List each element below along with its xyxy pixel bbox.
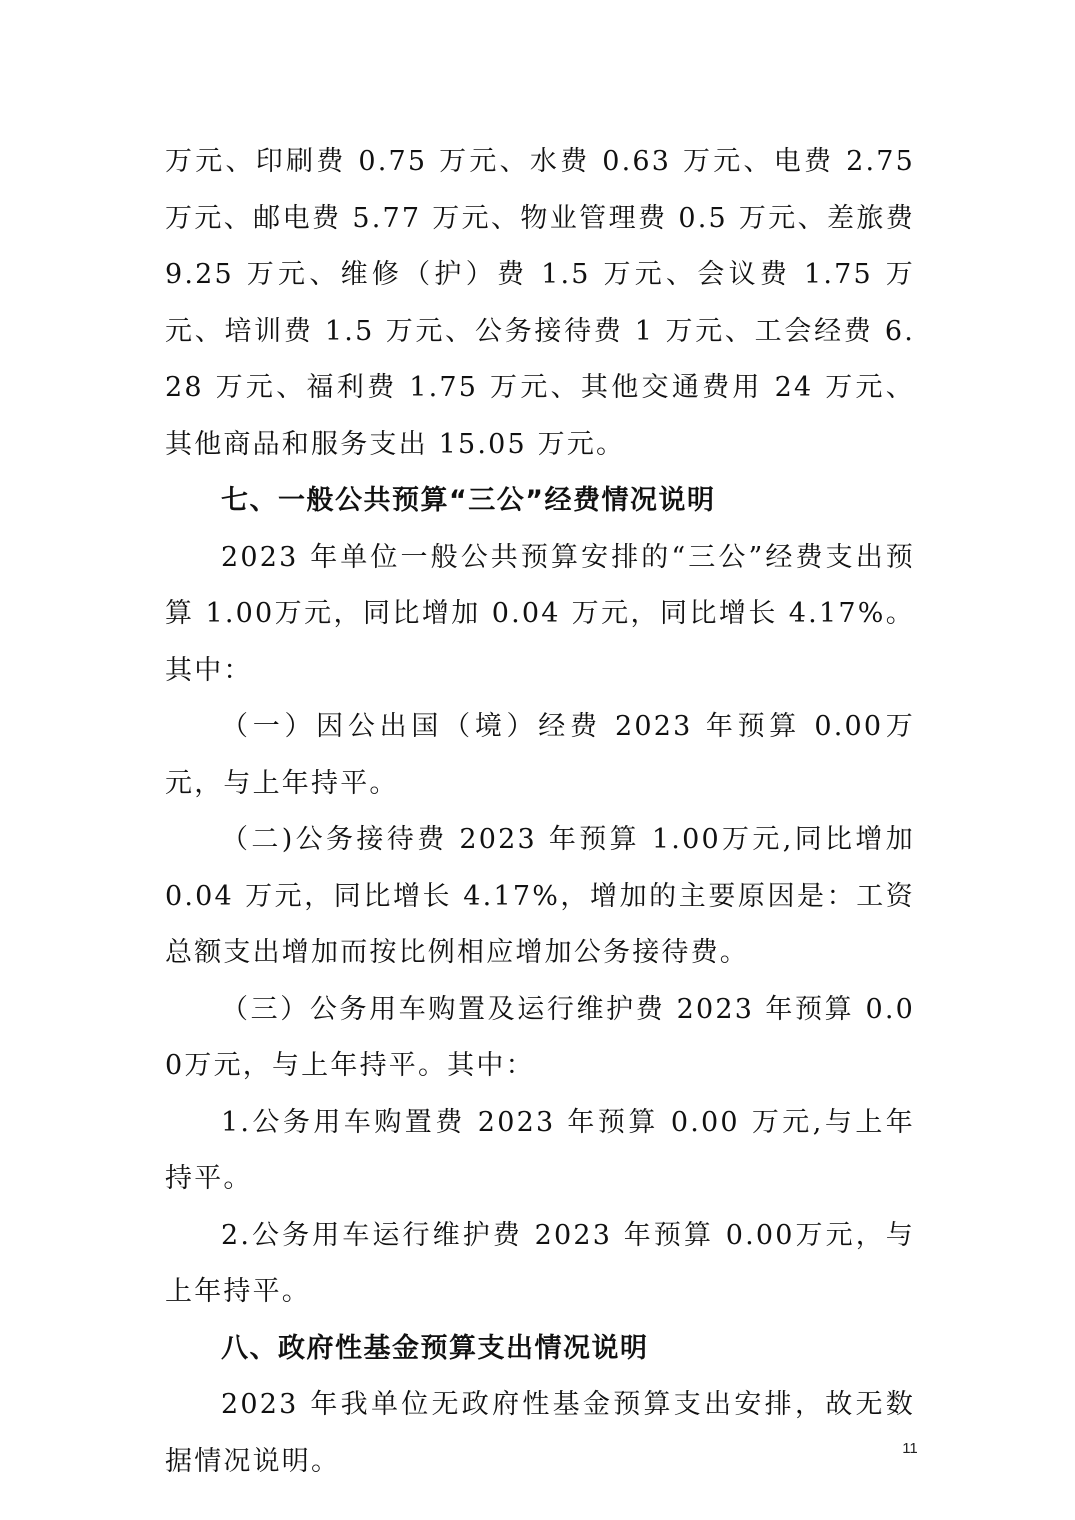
section-heading-government-fund: 八、政府性基金预算支出情况说明 xyxy=(221,1332,649,1364)
paragraph-government-fund: 2023 年我单位无政府性基金预算支出安排，故无数据情况说明。 xyxy=(165,1389,915,1477)
paragraph-official-vehicles: （三）公务用车购置及运行维护费 2023 年预算 0.00万元，与上年持平。其中： xyxy=(165,993,915,1081)
paragraph-official-reception: （二)公务接待费 2023 年预算 1.00万元,同比增加 0.04 万元，同比增长 4.17%，增加的主要原因是：工资总额支出增加而按比例相应增加公务接待费。 xyxy=(165,824,915,968)
page-number: 11 xyxy=(902,1440,918,1457)
paragraph-overseas-travel: （一）因公出国（境）经费 2023 年预算 0.00万元，与上年持平。 xyxy=(165,711,915,799)
document-body xyxy=(165,134,915,1490)
section-heading-three-public-expenses: 七、一般公共预算“三公”经费情况说明 xyxy=(221,485,716,516)
paragraph-vehicle-purchase: 1.公务用车购置费 2023 年预算 0.00 万元,与上年持平。 xyxy=(165,1106,915,1194)
paragraph-three-public-summary: 2023 年单位一般公共预算安排的“三公”经费支出预算 1.00万元，同比增加 0.04 万元，同比增长 4.17%。其中： xyxy=(165,541,915,686)
paragraph-expense-items: 万元、印刷费 0.75 万元、水费 0.63 万元、电费 2.75 万元、邮电费 5.77 万元、物业管理费 0.5 万元、差旅费 9.25 万元、维修（护）费 1.5 万元、会议费 1.75 万元、培训费 1.5 万元、公务接待费 1 万元、工会经费 6.28 万元、福利费 1.75 万元、其他交通费用 24 万元、其他商品和服务支出 15.05 万元。 xyxy=(165,146,915,460)
paragraph-vehicle-maintenance: 2.公务用车运行维护费 2023 年预算 0.00万元，与上年持平。 xyxy=(165,1219,915,1307)
